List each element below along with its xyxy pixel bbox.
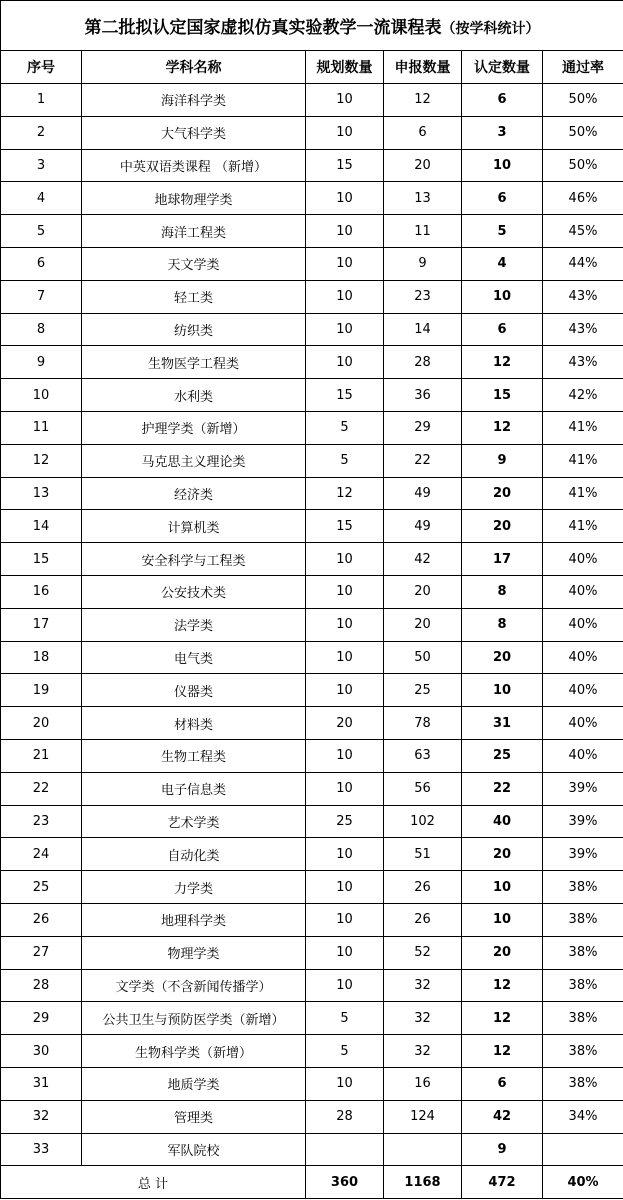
row-approved: 6	[462, 84, 543, 117]
row-approved: 6	[462, 182, 543, 215]
row-applied: 25	[384, 674, 462, 707]
total-applied: 1168	[384, 1166, 462, 1199]
header-applied: 申报数量	[384, 51, 462, 84]
row-pass-rate: 38%	[543, 1035, 623, 1068]
row-index: 1	[1, 84, 82, 117]
table-row	[1, 1100, 623, 1133]
row-index: 13	[1, 477, 82, 510]
row-applied: 49	[384, 510, 462, 543]
row-planned: 10	[306, 346, 384, 379]
row-pass-rate: 41%	[543, 510, 623, 543]
table-title	[1, 1, 623, 51]
row-subject: 力学类	[82, 871, 306, 904]
row-approved: 42	[462, 1100, 543, 1133]
row-applied: 9	[384, 247, 462, 280]
row-pass-rate: 34%	[543, 1100, 623, 1133]
row-subject: 生物工程类	[82, 739, 306, 772]
table-row	[1, 379, 623, 412]
table-row	[1, 543, 623, 576]
row-approved: 40	[462, 805, 543, 838]
row-approved: 5	[462, 215, 543, 248]
table-row	[1, 772, 623, 805]
row-approved: 12	[462, 969, 543, 1002]
row-pass-rate: 40%	[543, 641, 623, 674]
table-row	[1, 936, 623, 969]
row-applied: 12	[384, 84, 462, 117]
row-subject: 海洋工程类	[82, 215, 306, 248]
row-pass-rate: 45%	[543, 215, 623, 248]
row-subject: 文学类（不含新闻传播学）	[82, 969, 306, 1002]
row-approved: 12	[462, 411, 543, 444]
row-pass-rate: 39%	[543, 805, 623, 838]
table-row	[1, 215, 623, 248]
table-row	[1, 84, 623, 117]
row-approved: 10	[462, 871, 543, 904]
row-subject: 自动化类	[82, 838, 306, 871]
table-row	[1, 739, 623, 772]
table-row	[1, 477, 623, 510]
row-approved: 20	[462, 510, 543, 543]
table-row	[1, 182, 623, 215]
row-index: 20	[1, 707, 82, 740]
row-pass-rate: 38%	[543, 1067, 623, 1100]
row-subject: 护理学类（新增）	[82, 411, 306, 444]
row-approved: 6	[462, 313, 543, 346]
row-index: 23	[1, 805, 82, 838]
row-pass-rate: 41%	[543, 477, 623, 510]
row-index: 10	[1, 379, 82, 412]
table-row	[1, 149, 623, 182]
title-main: 第二批拟认定国家虚拟仿真实验教学一流课程表	[84, 18, 442, 38]
row-applied: 52	[384, 936, 462, 969]
table-row	[1, 674, 623, 707]
table-row	[1, 346, 623, 379]
row-pass-rate: 40%	[543, 739, 623, 772]
row-index: 22	[1, 772, 82, 805]
row-index: 21	[1, 739, 82, 772]
row-approved: 12	[462, 346, 543, 379]
row-index: 30	[1, 1035, 82, 1068]
row-planned: 5	[306, 411, 384, 444]
table-row	[1, 838, 623, 871]
row-subject: 计算机类	[82, 510, 306, 543]
row-index: 14	[1, 510, 82, 543]
row-pass-rate: 40%	[543, 674, 623, 707]
row-applied: 6	[384, 116, 462, 149]
row-approved: 31	[462, 707, 543, 740]
row-pass-rate: 38%	[543, 903, 623, 936]
row-applied: 32	[384, 969, 462, 1002]
row-pass-rate: 43%	[543, 346, 623, 379]
row-subject: 纺织类	[82, 313, 306, 346]
row-planned: 15	[306, 510, 384, 543]
table-row	[1, 871, 623, 904]
row-planned: 10	[306, 838, 384, 871]
row-index: 31	[1, 1067, 82, 1100]
row-applied: 32	[384, 1035, 462, 1068]
row-planned: 10	[306, 575, 384, 608]
row-index: 29	[1, 1002, 82, 1035]
row-applied: 13	[384, 182, 462, 215]
row-planned: 10	[306, 215, 384, 248]
row-applied: 14	[384, 313, 462, 346]
row-applied: 51	[384, 838, 462, 871]
row-subject: 地质学类	[82, 1067, 306, 1100]
row-applied: 49	[384, 477, 462, 510]
row-subject: 公共卫生与预防医学类（新增）	[82, 1002, 306, 1035]
row-applied: 16	[384, 1067, 462, 1100]
row-applied: 124	[384, 1100, 462, 1133]
row-applied: 50	[384, 641, 462, 674]
total-label: 总 计	[1, 1166, 306, 1199]
row-pass-rate: 38%	[543, 969, 623, 1002]
row-subject: 法学类	[82, 608, 306, 641]
table-row	[1, 575, 623, 608]
row-planned: 10	[306, 543, 384, 576]
row-subject: 材料类	[82, 707, 306, 740]
row-planned: 10	[306, 674, 384, 707]
row-applied: 23	[384, 280, 462, 313]
row-pass-rate: 43%	[543, 280, 623, 313]
row-subject: 生物科学类（新增）	[82, 1035, 306, 1068]
row-pass-rate: 41%	[543, 411, 623, 444]
row-subject: 中英双语类课程 （新增）	[82, 149, 306, 182]
row-pass-rate: 40%	[543, 543, 623, 576]
header-subject: 学科名称	[82, 51, 306, 84]
row-pass-rate: 38%	[543, 936, 623, 969]
row-planned: 10	[306, 772, 384, 805]
total-row	[1, 1166, 623, 1199]
row-applied: 63	[384, 739, 462, 772]
row-approved: 10	[462, 903, 543, 936]
row-planned: 10	[306, 116, 384, 149]
row-subject: 海洋科学类	[82, 84, 306, 117]
row-subject: 艺术学类	[82, 805, 306, 838]
total-planned: 360	[306, 1166, 384, 1199]
row-index: 2	[1, 116, 82, 149]
row-index: 32	[1, 1100, 82, 1133]
row-approved: 10	[462, 280, 543, 313]
row-index: 8	[1, 313, 82, 346]
row-applied: 11	[384, 215, 462, 248]
row-planned: 10	[306, 871, 384, 904]
row-applied: 20	[384, 149, 462, 182]
row-approved: 6	[462, 1067, 543, 1100]
row-planned: 10	[306, 739, 384, 772]
row-applied: 78	[384, 707, 462, 740]
row-approved: 15	[462, 379, 543, 412]
row-applied: 26	[384, 871, 462, 904]
row-approved: 22	[462, 772, 543, 805]
row-planned: 10	[306, 936, 384, 969]
header-planned: 规划数量	[306, 51, 384, 84]
header-approved: 认定数量	[462, 51, 543, 84]
row-pass-rate: 40%	[543, 608, 623, 641]
table-row	[1, 411, 623, 444]
row-applied: 20	[384, 575, 462, 608]
row-planned: 10	[306, 641, 384, 674]
row-pass-rate: 38%	[543, 871, 623, 904]
row-index: 26	[1, 903, 82, 936]
row-pass-rate: 42%	[543, 379, 623, 412]
row-subject: 水利类	[82, 379, 306, 412]
table-row	[1, 247, 623, 280]
row-approved: 20	[462, 838, 543, 871]
row-approved: 8	[462, 608, 543, 641]
row-applied: 56	[384, 772, 462, 805]
title-suffix: （按学科统计）	[441, 21, 540, 37]
row-approved: 20	[462, 477, 543, 510]
row-pass-rate: 40%	[543, 575, 623, 608]
row-planned: 12	[306, 477, 384, 510]
row-subject: 生物医学工程类	[82, 346, 306, 379]
row-index: 9	[1, 346, 82, 379]
table-row	[1, 1002, 623, 1035]
table-row	[1, 608, 623, 641]
row-approved: 3	[462, 116, 543, 149]
row-subject: 军队院校	[82, 1133, 306, 1166]
table-row	[1, 313, 623, 346]
table-row	[1, 1067, 623, 1100]
row-planned: 20	[306, 707, 384, 740]
row-subject: 电子信息类	[82, 772, 306, 805]
row-index: 17	[1, 608, 82, 641]
row-subject: 地理科学类	[82, 903, 306, 936]
row-applied: 36	[384, 379, 462, 412]
row-applied: 29	[384, 411, 462, 444]
row-planned: 25	[306, 805, 384, 838]
row-index: 19	[1, 674, 82, 707]
row-planned	[306, 1133, 384, 1166]
row-approved: 4	[462, 247, 543, 280]
row-planned: 15	[306, 149, 384, 182]
row-subject: 马克思主义理论类	[82, 444, 306, 477]
row-pass-rate: 39%	[543, 838, 623, 871]
table-row	[1, 641, 623, 674]
row-pass-rate: 46%	[543, 182, 623, 215]
row-subject: 天文学类	[82, 247, 306, 280]
row-approved: 10	[462, 149, 543, 182]
row-subject: 大气科学类	[82, 116, 306, 149]
row-approved: 12	[462, 1035, 543, 1068]
row-approved: 20	[462, 936, 543, 969]
row-index: 6	[1, 247, 82, 280]
title-row	[1, 1, 623, 51]
row-planned: 10	[306, 182, 384, 215]
table-row	[1, 707, 623, 740]
header-row	[1, 51, 623, 84]
row-planned: 10	[306, 247, 384, 280]
row-approved: 9	[462, 444, 543, 477]
row-planned: 5	[306, 1002, 384, 1035]
row-pass-rate: 38%	[543, 1002, 623, 1035]
row-index: 7	[1, 280, 82, 313]
row-applied: 22	[384, 444, 462, 477]
row-applied	[384, 1133, 462, 1166]
row-planned: 10	[306, 903, 384, 936]
row-subject: 轻工类	[82, 280, 306, 313]
table-row	[1, 510, 623, 543]
row-pass-rate: 43%	[543, 313, 623, 346]
row-planned: 15	[306, 379, 384, 412]
row-applied: 28	[384, 346, 462, 379]
row-approved: 25	[462, 739, 543, 772]
row-applied: 26	[384, 903, 462, 936]
table-row	[1, 903, 623, 936]
row-pass-rate: 44%	[543, 247, 623, 280]
row-subject: 公安技术类	[82, 575, 306, 608]
row-applied: 32	[384, 1002, 462, 1035]
row-subject: 经济类	[82, 477, 306, 510]
row-planned: 10	[306, 1067, 384, 1100]
row-subject: 物理学类	[82, 936, 306, 969]
row-index: 27	[1, 936, 82, 969]
table-row	[1, 969, 623, 1002]
row-index: 24	[1, 838, 82, 871]
row-pass-rate	[543, 1133, 623, 1166]
table-row	[1, 444, 623, 477]
row-planned: 5	[306, 444, 384, 477]
row-planned: 5	[306, 1035, 384, 1068]
row-pass-rate: 41%	[543, 444, 623, 477]
total-approved: 472	[462, 1166, 543, 1199]
row-index: 4	[1, 182, 82, 215]
row-index: 28	[1, 969, 82, 1002]
row-applied: 102	[384, 805, 462, 838]
row-planned: 10	[306, 84, 384, 117]
row-applied: 42	[384, 543, 462, 576]
total-pass-rate: 40%	[543, 1166, 623, 1199]
row-index: 25	[1, 871, 82, 904]
row-index: 33	[1, 1133, 82, 1166]
row-index: 16	[1, 575, 82, 608]
row-planned: 28	[306, 1100, 384, 1133]
row-planned: 10	[306, 280, 384, 313]
row-approved: 17	[462, 543, 543, 576]
row-approved: 20	[462, 641, 543, 674]
row-pass-rate: 50%	[543, 149, 623, 182]
header-pass-rate: 通过率	[543, 51, 623, 84]
row-pass-rate: 40%	[543, 707, 623, 740]
table-row	[1, 1035, 623, 1068]
row-subject: 电气类	[82, 641, 306, 674]
header-index: 序号	[1, 51, 82, 84]
row-planned: 10	[306, 608, 384, 641]
row-planned: 10	[306, 969, 384, 1002]
row-approved: 9	[462, 1133, 543, 1166]
row-index: 12	[1, 444, 82, 477]
row-planned: 10	[306, 313, 384, 346]
row-index: 11	[1, 411, 82, 444]
row-index: 18	[1, 641, 82, 674]
table-row	[1, 280, 623, 313]
row-index: 5	[1, 215, 82, 248]
row-subject: 地球物理学类	[82, 182, 306, 215]
row-approved: 10	[462, 674, 543, 707]
row-pass-rate: 39%	[543, 772, 623, 805]
row-subject: 管理类	[82, 1100, 306, 1133]
row-pass-rate: 50%	[543, 116, 623, 149]
table-row	[1, 805, 623, 838]
table-row	[1, 1133, 623, 1166]
row-index: 15	[1, 543, 82, 576]
row-subject: 安全科学与工程类	[82, 543, 306, 576]
row-subject: 仪器类	[82, 674, 306, 707]
row-applied: 20	[384, 608, 462, 641]
row-pass-rate: 50%	[543, 84, 623, 117]
row-approved: 8	[462, 575, 543, 608]
row-index: 3	[1, 149, 82, 182]
row-approved: 12	[462, 1002, 543, 1035]
table-row	[1, 116, 623, 149]
